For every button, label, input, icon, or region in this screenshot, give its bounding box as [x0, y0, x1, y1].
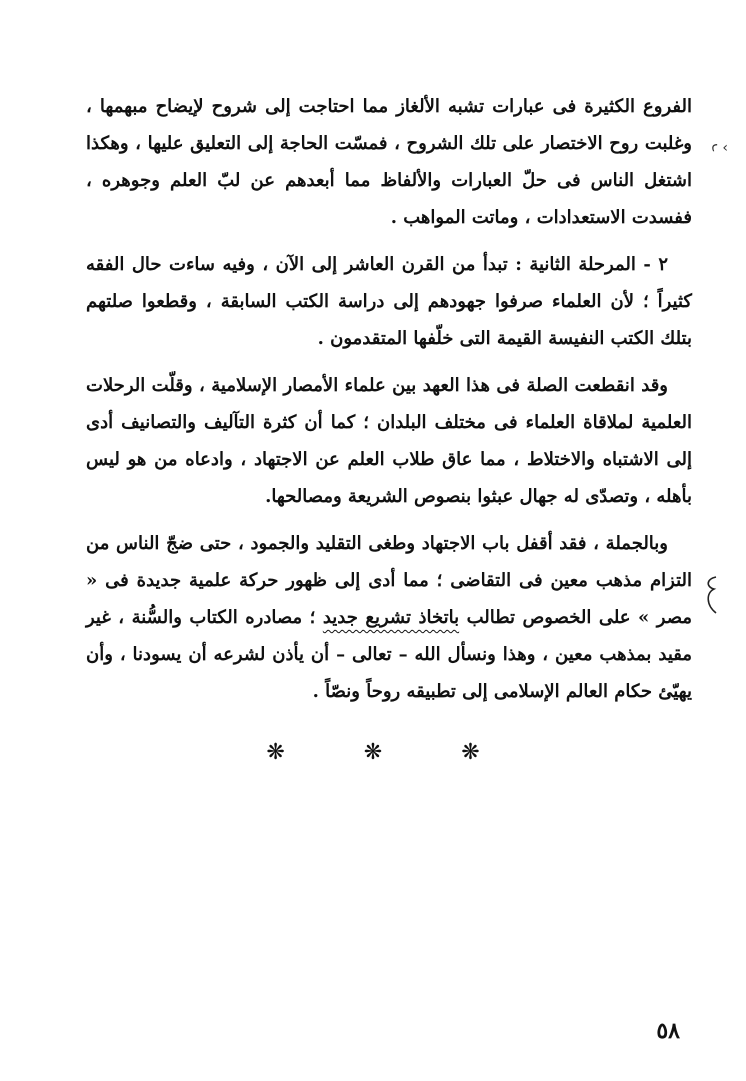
page-number: ٥٨: [656, 1018, 680, 1044]
paragraph-2: ٢ - المرحلة الثانية : تبدأ من القرن العاشر إلى الآن ، وفيه ساءت حال الفقه كثيراً ؛ لأن العلماء صرفوا جهودهم إلى دراسة الكتب السابقة ، وقطعوا صلتهم بتلك الكتب النفيسة القيمة التى خلّفها المتقدمون .: [86, 254, 692, 349]
paragraph-4-end: ؛ مصادره الكتاب والسُّنة ، غير مقيد بمذهب معين ، وهذا ونسأل الله – تعالى – أن يأذن لشرعه أن يسودنا ، وأن يهيّئ حكام العالم الإسلامى إلى تطبيقه روحاً ونصّاً .: [86, 607, 692, 702]
paragraph-4: [86, 525, 692, 710]
margin-pencil-mark: ꜥ ‹: [711, 140, 728, 156]
paragraph-3: وقد انقطعت الصلة فى هذا العهد بين علماء الأمصار الإسلامية ، وقلّت الرحلات العلمية لملاقاة العلماء فى مختلف البلدان ؛ كما أن كثرة التآليف والتصانيف أدى إلى الاشتباه والاختلاط ، مما عاق طلاب العلم عن الاجتهاد ، وادعاه من هو ليس بأهله ، وتصدّى له جهال عبثوا بنصوص الشريعة ومصالحها.: [86, 375, 692, 507]
section-separator: ❋ ❋ ❋: [266, 740, 516, 765]
paragraph-1: الفروع الكثيرة فى عبارات تشبه الألغاز مما احتاجت إلى شروح لإيضاح مبهمها ، وغلبت روح الاختصار على تلك الشروح ، فمسّت الحاجة إلى التعليق عليها ، وهكذا اشتغل الناس فى حلّ العبارات والألفاظ مما أبعدهم عن لبّ العلم وجوهره ، ففسدت الاستعدادات ، وماتت المواهب .: [86, 96, 692, 228]
paragraph-4-start: وبالجملة ، فقد أقفل باب الاجتهاد وطغى التقليد والجمود ، حتى ضجّ الناس من التزام مذهب معين فى التقاضى ؛ مما أدى إلى ظهور حركة علمية جديدة فى « مصر » على الخصوص تطالب: [86, 533, 692, 628]
body-text: [86, 88, 692, 720]
underlined-phrase: باتخاذ تشريع جديد: [322, 607, 460, 628]
margin-handwritten-bracket-icon: [702, 575, 724, 615]
